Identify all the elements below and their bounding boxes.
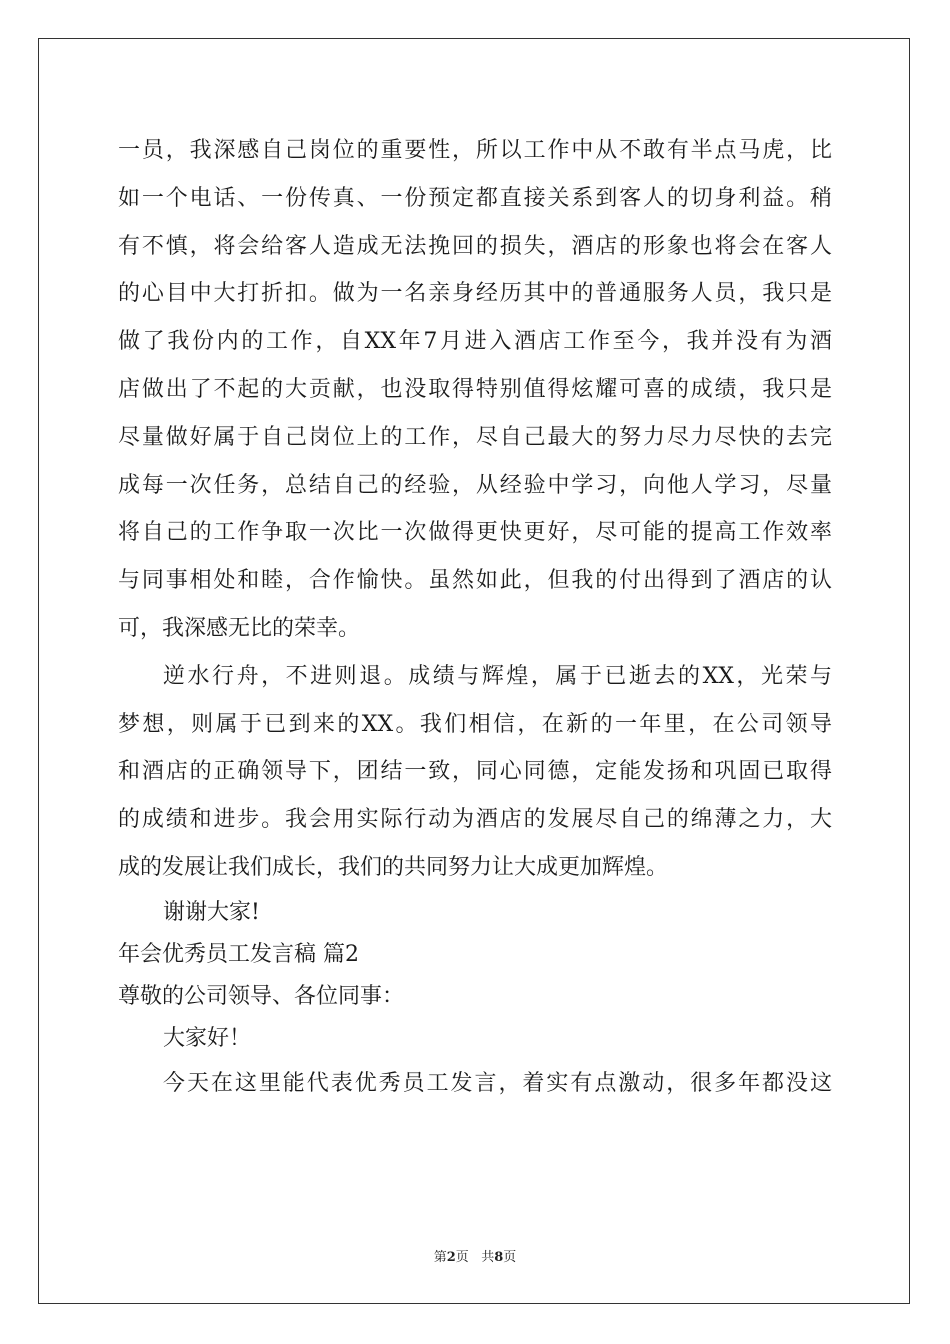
paragraph-2 xyxy=(118,653,832,892)
total-page-count: 8 xyxy=(494,1250,504,1265)
text-line: 店做出了不起的大贡献，也没取得特别值得炫耀可喜的成绩，我只是 xyxy=(118,376,832,402)
document-body xyxy=(118,127,832,1108)
paragraph-3-line: 今天在这里能代表优秀员工发言，着实有点激动，很多年都没这 xyxy=(163,1070,832,1096)
salutation: 尊敬的公司领导、各位同事： xyxy=(118,983,405,1009)
current-page-number: 2 xyxy=(446,1250,456,1265)
text-line: 成每一次任务，总结自己的经验，从经验中学习，向他人学习，尽量 xyxy=(118,472,832,498)
text-line: 可，我深感无比的荣幸。 xyxy=(118,615,361,641)
section-title: 年会优秀员工发言稿 篇2 xyxy=(118,941,359,967)
text-line: 与同事相处和睦，合作愉快。虽然如此，但我的付出得到了酒店的认 xyxy=(118,568,832,594)
footer-text: 页 xyxy=(503,1250,517,1265)
greeting: 大家好！ xyxy=(163,1025,252,1051)
text-line: 尽量做好属于自己岗位上的工作，尽自己最大的努力尽力尽快的去完 xyxy=(118,424,832,450)
text-line: 如一个电话、一份传真、一份预定都直接关系到客人的切身利益。稍 xyxy=(118,185,832,211)
page-footer xyxy=(0,1246,950,1265)
text-line: 一员，我深感自己岗位的重要性，所以工作中从不敢有半点马虎，比 xyxy=(118,138,832,163)
text-line: 有不慎，将会给客人造成无法挽回的损失，酒店的形象也将会在客人 xyxy=(118,233,832,259)
text-line: 将自己的工作争取一次比一次做得更快更好，尽可能的提高工作效率 xyxy=(118,520,832,546)
text-line: 梦想，则属于已到来的XX。我们相信，在新的一年里，在公司领导 xyxy=(118,711,832,737)
paragraph-1 xyxy=(118,127,832,653)
text-line: 和酒店的正确领导下，团结一致，同心同德，定能发扬和巩固已取得 xyxy=(118,759,832,785)
text-line: 做了我份内的工作，自XX年7月进入酒店工作至今，我并没有为酒 xyxy=(118,329,832,355)
text-line: 成的发展让我们成长，我们的共同努力让大成更加辉煌。 xyxy=(118,854,669,880)
text-line: 逆水行舟，不进则退。成绩与辉煌，属于已逝去的XX，光荣与 xyxy=(163,663,832,689)
thanks-line: 谢谢大家! xyxy=(163,899,260,925)
text-line: 的成绩和进步。我会用实际行动为酒店的发展尽自己的绵薄之力，大 xyxy=(118,807,832,833)
text-line: 的心目中大打折扣。做为一名亲身经历其中的普通服务人员，我只是 xyxy=(118,281,832,307)
footer-text: 第 xyxy=(433,1250,447,1265)
footer-text: 页 共 xyxy=(455,1250,495,1265)
